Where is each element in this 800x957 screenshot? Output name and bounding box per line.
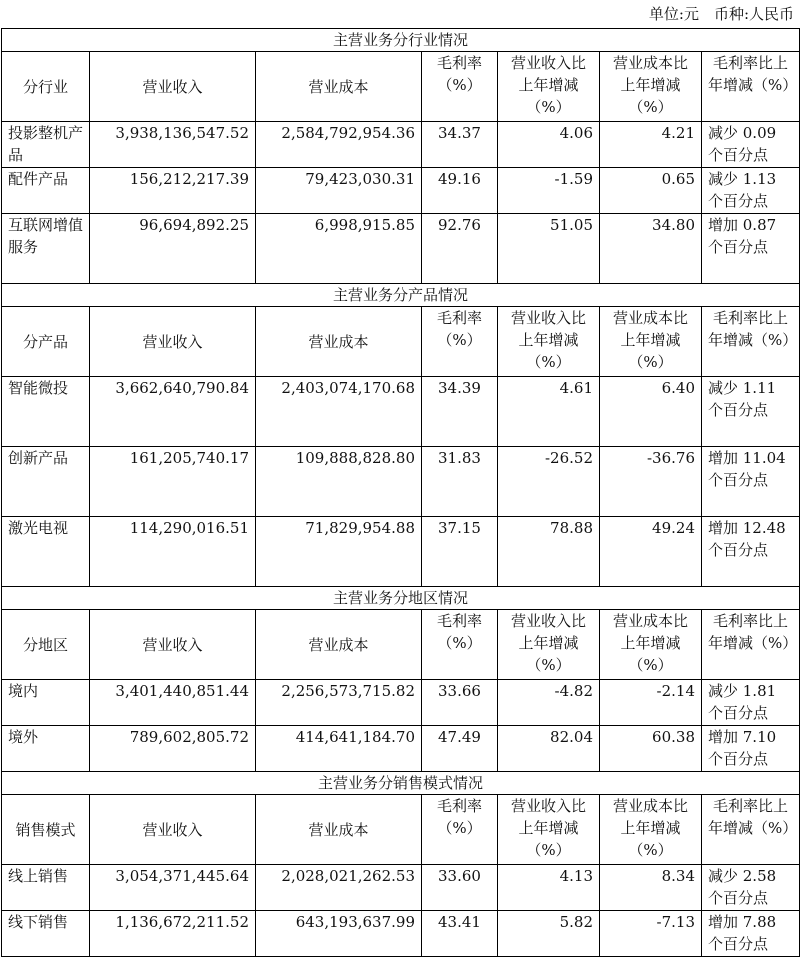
margin-cell: 31.83 [422,447,498,517]
revenue-change-cell: 4.06 [498,122,600,168]
table-row [2,168,800,214]
row-name: 投影整机产品 [2,122,90,168]
margin-change-cell: 减少 1.11 个百分点 [702,377,800,447]
cost-cell: 414,641,184.70 [256,726,422,772]
margin-change-cell: 减少 1.13 个百分点 [702,168,800,214]
cost-change-cell: -7.13 [600,911,702,957]
cost-change-cell: 8.34 [600,865,702,911]
row-name: 境外 [2,726,90,772]
row-name: 线下销售 [2,911,90,957]
header-revenue-change: 营业收入比上年增减（%） [498,795,600,865]
header-category: 销售模式 [2,795,90,865]
margin-cell: 33.60 [422,865,498,911]
revenue-change-cell: 5.82 [498,911,600,957]
revenue-cell: 1,136,672,211.52 [90,911,256,957]
header-margin-change: 毛利率比上年增减（%） [702,610,800,680]
table-row [2,214,800,284]
header-cost-change: 营业成本比上年增减（%） [600,307,702,377]
header-revenue: 营业收入 [90,795,256,865]
header-cost: 营业成本 [256,610,422,680]
header-category: 分地区 [2,610,90,680]
revenue-cell: 3,662,640,790.84 [90,377,256,447]
cost-change-cell: -36.76 [600,447,702,517]
table-row [2,726,800,772]
header-category: 分产品 [2,307,90,377]
margin-change-cell: 减少 2.58 个百分点 [702,865,800,911]
table-row [2,911,800,957]
header-margin: 毛利率（%） [422,795,498,865]
unit-currency-line: 单位:元 币种:人民币 [648,5,794,23]
revenue-cell: 114,290,016.51 [90,517,256,587]
revenue-change-cell: 4.13 [498,865,600,911]
cost-change-cell: 6.40 [600,377,702,447]
margin-cell: 43.41 [422,911,498,957]
header-revenue: 营业收入 [90,307,256,377]
cost-cell: 71,829,954.88 [256,517,422,587]
margin-cell: 92.76 [422,214,498,284]
margin-change-cell: 增加 7.10 个百分点 [702,726,800,772]
margin-change-cell: 增加 7.88 个百分点 [702,911,800,957]
margin-cell: 34.39 [422,377,498,447]
margin-cell: 37.15 [422,517,498,587]
section-title-row [2,284,800,307]
row-name: 配件产品 [2,168,90,214]
margin-cell: 47.49 [422,726,498,772]
cost-change-cell: 4.21 [600,122,702,168]
revenue-cell: 789,602,805.72 [90,726,256,772]
header-cost: 营业成本 [256,307,422,377]
margin-cell: 49.16 [422,168,498,214]
table-row [2,122,800,168]
header-revenue-change: 营业收入比上年增减（%） [498,610,600,680]
section-title-row [2,772,800,795]
row-name: 创新产品 [2,447,90,517]
margin-change-cell: 增加 12.48 个百分点 [702,517,800,587]
revenue-change-cell: -4.82 [498,680,600,726]
table-row [2,680,800,726]
header-margin: 毛利率（%） [422,52,498,122]
section-title-row [2,587,800,610]
row-name: 激光电视 [2,517,90,587]
header-cost-change: 营业成本比上年增减（%） [600,795,702,865]
header-revenue-change: 营业收入比上年增减（%） [498,307,600,377]
table-row [2,447,800,517]
margin-cell: 33.66 [422,680,498,726]
margin-change-cell: 增加 11.04 个百分点 [702,447,800,517]
revenue-change-cell: 4.61 [498,377,600,447]
cost-change-cell: 60.38 [600,726,702,772]
cost-cell: 643,193,637.99 [256,911,422,957]
cost-cell: 2,028,021,262.53 [256,865,422,911]
revenue-cell: 3,054,371,445.64 [90,865,256,911]
revenue-cell: 3,938,136,547.52 [90,122,256,168]
margin-change-cell: 增加 0.87 个百分点 [702,214,800,284]
section-title: 主营业务分产品情况 [2,284,800,307]
revenue-cell: 96,694,892.25 [90,214,256,284]
header-margin: 毛利率（%） [422,307,498,377]
cost-change-cell: 0.65 [600,168,702,214]
column-header-row [2,307,800,377]
section-title-row [2,29,800,52]
column-header-row [2,52,800,122]
revenue-cell: 3,401,440,851.44 [90,680,256,726]
header-margin-change: 毛利率比上年增减（%） [702,307,800,377]
revenue-change-cell: 78.88 [498,517,600,587]
revenue-change-cell: -26.52 [498,447,600,517]
header-cost-change: 营业成本比上年增减（%） [600,610,702,680]
table-row [2,377,800,447]
table-row [2,517,800,587]
margin-change-cell: 减少 0.09 个百分点 [702,122,800,168]
header-margin: 毛利率（%） [422,610,498,680]
header-cost: 营业成本 [256,52,422,122]
header-cost-change: 营业成本比上年增减（%） [600,52,702,122]
row-name: 互联网增值服务 [2,214,90,284]
row-name: 境内 [2,680,90,726]
column-header-row [2,610,800,680]
margin-change-cell: 减少 1.81 个百分点 [702,680,800,726]
table-row [2,865,800,911]
cost-cell: 2,584,792,954.36 [256,122,422,168]
header-category: 分行业 [2,52,90,122]
revenue-change-cell: 82.04 [498,726,600,772]
revenue-change-cell: 51.05 [498,214,600,284]
header-margin-change: 毛利率比上年增减（%） [702,795,800,865]
margin-cell: 34.37 [422,122,498,168]
revenue-change-cell: -1.59 [498,168,600,214]
section-title: 主营业务分销售模式情况 [2,772,800,795]
column-header-row [2,795,800,865]
revenue-cell: 156,212,217.39 [90,168,256,214]
header-cost: 营业成本 [256,795,422,865]
cost-cell: 2,256,573,715.82 [256,680,422,726]
row-name: 智能微投 [2,377,90,447]
cost-cell: 2,403,074,170.68 [256,377,422,447]
cost-change-cell: 34.80 [600,214,702,284]
header-margin-change: 毛利率比上年增减（%） [702,52,800,122]
revenue-cell: 161,205,740.17 [90,447,256,517]
header-revenue: 营业收入 [90,610,256,680]
section-title: 主营业务分行业情况 [2,29,800,52]
row-name: 线上销售 [2,865,90,911]
cost-change-cell: -2.14 [600,680,702,726]
main-business-table [1,28,800,957]
header-revenue: 营业收入 [90,52,256,122]
header-revenue-change: 营业收入比上年增减（%） [498,52,600,122]
cost-cell: 109,888,828.80 [256,447,422,517]
section-title: 主营业务分地区情况 [2,587,800,610]
cost-cell: 6,998,915.85 [256,214,422,284]
cost-cell: 79,423,030.31 [256,168,422,214]
cost-change-cell: 49.24 [600,517,702,587]
